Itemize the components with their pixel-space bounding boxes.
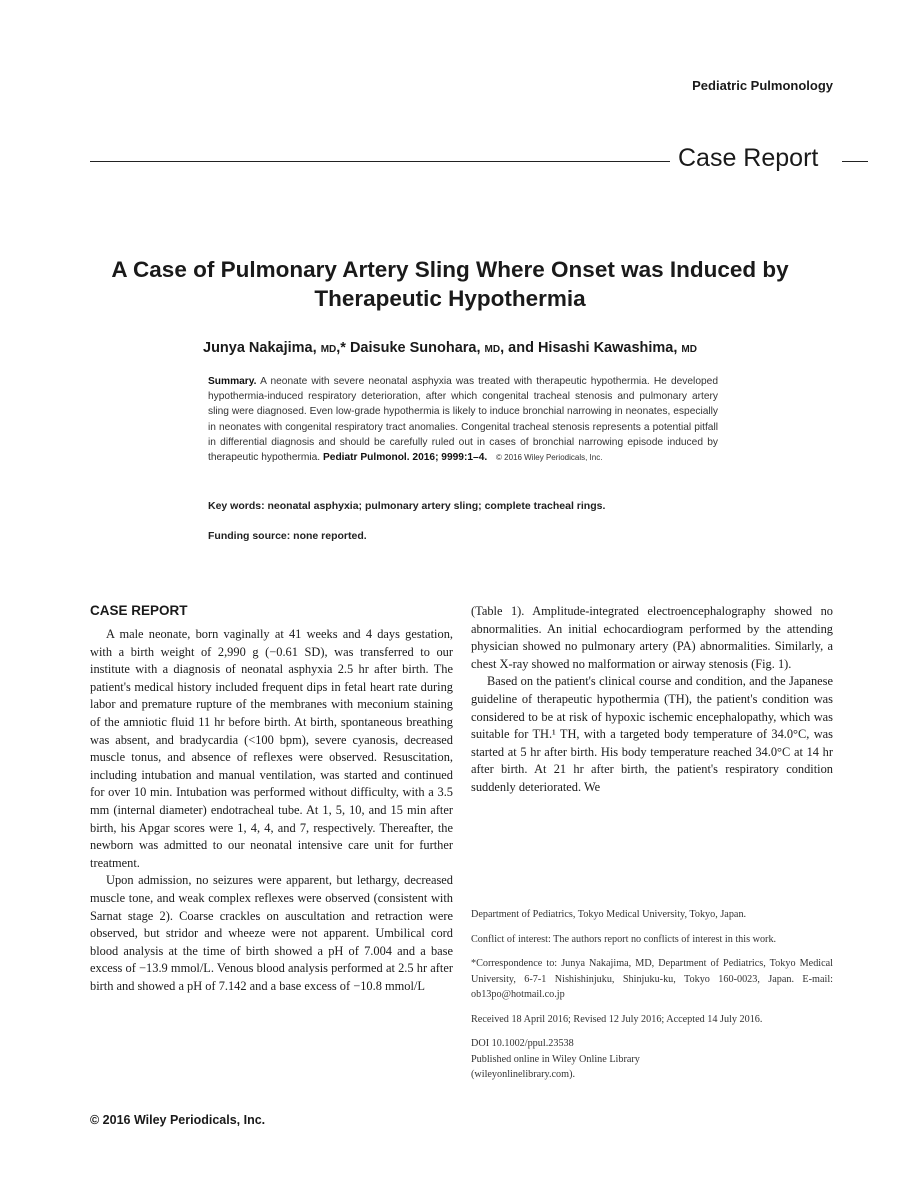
funding-source: Funding source: none reported. (208, 530, 367, 542)
dates-note: Received 18 April 2016; Revised 12 July 2016; Accepted 14 July 2016. (471, 1013, 763, 1025)
abstract-label: Summary. (208, 376, 257, 387)
journal-name: Pediatric Pulmonology (692, 78, 833, 93)
author-degree: MD (320, 344, 337, 355)
author-mark: ,* (336, 340, 346, 356)
article-title: A Case of Pulmonary Artery Sling Where Onset was Induced by Therapeutic Hypothermia (111, 257, 789, 311)
author-list (80, 340, 820, 356)
body-paragraph: Upon admission, no seizures were apparent, but lethargy, decreased muscle tone, and weak complex reflexes were observed (consistent with Sarnat stage 2). Coarse crackles on auscultation and retraction were observed, but stridor and wheeze were not apparent. Umbilical cord blood analysis at the time of birth showed a pH of 7.004 and a base excess of −13.9 mmol/L. Venous blood analysis performed at 2.5 hr after birth and showed a pH of 7.142 and a base excess of −10.8 mmol/L (90, 873, 453, 993)
footer-copyright: © 2016 Wiley Periodicals, Inc. (90, 1113, 266, 1127)
body-paragraph: Based on the patient's clinical course and condition, and the Japanese guideline of therapeutic hypothermia (TH), the patient's condition was considered to be at risk of hypoxic ischemic encephalopathy, which was suitable for TH.¹ TH, with a targeted body temperature of 34.0°C, was started at 5 hr after birth. His body temperature reached 34.0°C at 14 hr after birth. At 21 hr after birth, the patient's respiratory condition suddenly deteriorated. We (471, 674, 833, 794)
abstract-copyright: © 2016 Wiley Periodicals, Inc. (496, 453, 603, 463)
correspondence-note: *Correspondence to: Junya Nakajima, MD, Department of Pediatrics, Tokyo Medical University, 6-7-1 Nishishinjuku, Shinjuku-ku, Tokyo 160-0023, Japan. E-mail: ob13po@hotmail.co.jp (471, 958, 833, 1000)
author-name: Junya Nakajima, (203, 340, 317, 356)
section-dash (842, 161, 868, 162)
keywords: Key words: neonatal asphyxia; pulmonary artery sling; complete tracheal rings. (208, 500, 606, 512)
abstract-text: A neonate with severe neonatal asphyxia was treated with therapeutic hypothermia. He developed hypothermia-induced respiratory deterioration, after which congenital tracheal stenosis and pulmonary artery sling were diagnosed. Even low-grade hypothermia is likely to induce bronchial narrowing in neonates, especially in neonates with congenital respiratory tract anomalies. Congenital tracheal stenosis represents a potential pitfall in differential diagnosis and should be carefully ruled out in cases of bronchial narrowing episode induced by therapeutic hypothermia. (208, 376, 718, 464)
conflict-note: Conflict of interest: The authors report no conflicts of interest in this work. (471, 933, 777, 945)
body-paragraph: A male neonate, born vaginally at 41 weeks and 4 days gestation, with a birth weight of 2,990 g (−0.61 SD), was transferred to our institute with a diagnosis of neonatal asphyxia 2.5 hr after birth. The patient's medical history included frequent dips in fetal heart rate during labor and premature rupture of the membranes with meconium staining of the amniotic fluid 11 hr before birth. At birth, spontaneous breathing was absent, and bradycardia (<100 bpm), severe cyanosis, decreased muscle tonus, and absence of reflexes were observed. Resuscitation, including intubation and manual ventilation, was started and continued for over 10 min. Intubation was performed without difficulty, with a 3.5 mm (internal diameter) endotracheal tube. At 1, 5, 10, and 15 min after birth, his Apgar scores were 1, 4, 4, and 7, respectively. Thereafter, the newborn was admitted to our neonatal intensive care unit for further treatment. (90, 627, 453, 870)
citation: Pediatr Pulmonol. 2016; 9999:1–4. (322, 452, 488, 464)
case-report-heading: CASE REPORT (90, 603, 188, 618)
section-divider (90, 161, 670, 162)
author-degree: MD (681, 344, 697, 355)
right-column (471, 603, 833, 797)
author-degree: MD (484, 344, 501, 355)
section-label: Case Report (678, 144, 819, 172)
author-name: Daisuke Sunohara, (349, 340, 481, 356)
left-column (90, 603, 453, 995)
author-name: and Hisashi Kawashima, (508, 340, 678, 356)
body-paragraph: (Table 1). Amplitude-integrated electroencephalography showed no abnormalities. An initial echocardiogram performed by the attending physician showed no pulmonary artery (PA) abnormalities. Similarly, a chest X-ray showed no malformation or airway stenosis (Fig. 1). (471, 604, 833, 671)
footnotes (471, 907, 833, 1092)
affiliation-note: Department of Pediatrics, Tokyo Medical University, Tokyo, Japan. (471, 909, 747, 920)
author-mark: , (500, 340, 505, 356)
doi-note: DOI 10.1002/ppul.23538 Published online in Wiley Online Library (wileyonlinelibrary.com). (471, 1038, 640, 1080)
abstract (208, 374, 718, 465)
